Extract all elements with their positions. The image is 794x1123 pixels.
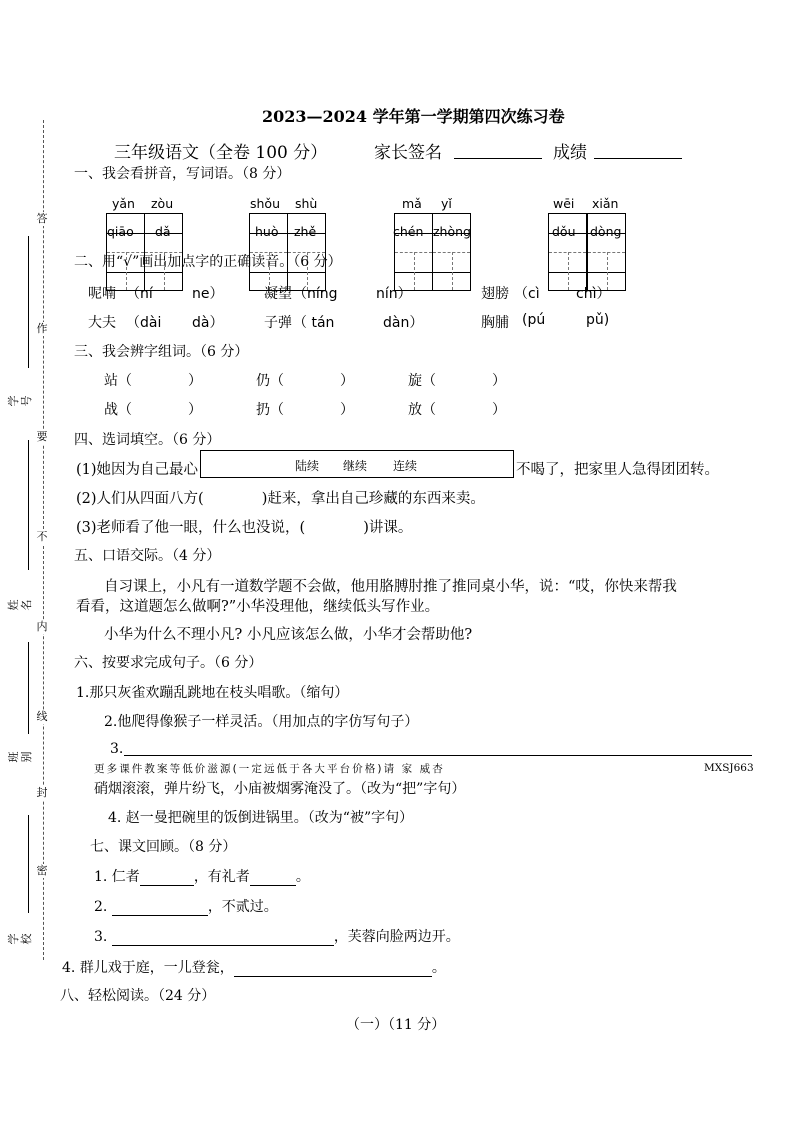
- sentence-task: 4. 赵一曼把碗里的饭倒进锅里。（改为“被”字句）: [108, 810, 414, 826]
- pinyin: zhòng: [433, 224, 471, 239]
- score-field[interactable]: [594, 140, 682, 159]
- answer-blank[interactable]: [234, 960, 432, 977]
- char-item: 仍（ ）: [256, 373, 354, 389]
- seal-char: 内: [34, 620, 50, 634]
- parent-sign-field[interactable]: [454, 140, 542, 159]
- answer-blank[interactable]: [112, 929, 334, 946]
- pinyin: wēi: [553, 196, 575, 211]
- section-5-heading: 五、口语交际。（4 分）: [74, 548, 221, 564]
- name-line[interactable]: [28, 440, 29, 570]
- recall-line-4: 4. 群儿戏于庭，一儿登瓮， 。: [62, 960, 446, 976]
- question-3: (3)老师看了他一眼，什么也没说，( )讲课。: [76, 520, 413, 536]
- section-1-heading: 一、我会看拼音，写词语。（8 分）: [74, 166, 291, 182]
- answer-blank[interactable]: （ ）: [422, 373, 506, 389]
- score-label: 成绩: [553, 143, 587, 163]
- pinyin: mǎ: [402, 196, 422, 211]
- pinyin: yǎn: [112, 196, 135, 211]
- reading-part-title: （一）（11 分）: [346, 1017, 446, 1033]
- task-number: 3.: [110, 741, 124, 757]
- reading-option[interactable]: （dài: [126, 315, 162, 331]
- reading-option[interactable]: （cì: [514, 286, 540, 302]
- seal-char: 要: [34, 430, 50, 444]
- reading-option[interactable]: ne）: [192, 286, 224, 302]
- reading-option[interactable]: dàn）: [383, 315, 424, 331]
- class-line[interactable]: [28, 642, 29, 734]
- seal-char: 答: [34, 212, 50, 226]
- char-item: 放（ ）: [408, 402, 506, 418]
- answer-blank[interactable]: [112, 899, 208, 916]
- reading-option[interactable]: （níng: [293, 286, 338, 302]
- school-line[interactable]: [28, 815, 29, 913]
- section-6-heading: 六、按要求完成句子。（6 分）: [74, 655, 263, 671]
- word: 大夫: [88, 315, 116, 331]
- reading-option[interactable]: dà）: [192, 315, 224, 331]
- reading-option[interactable]: pǔ): [586, 312, 610, 328]
- seal-char: 封: [34, 786, 50, 800]
- answer-blank[interactable]: （ ）: [118, 402, 202, 418]
- section-7-heading: 七、课文回顾。（8 分）: [90, 839, 237, 855]
- char-item: 站（ ）: [104, 373, 202, 389]
- question-2: (2)人们从四面八方( )赶来，拿出自己珍藏的东西来卖。: [76, 491, 485, 507]
- promo-code: MXSJ663: [704, 762, 754, 774]
- answer-blank[interactable]: （ ）: [270, 373, 354, 389]
- question-1-end: 不喝了，把家里人急得团团转。: [516, 462, 719, 478]
- page-title: 2023—2024 学年第一学期第四次练习卷: [262, 107, 565, 126]
- pinyin: zhě: [294, 224, 317, 239]
- recall-line-1: 1. 仁者 ，有礼者 。: [94, 869, 310, 885]
- question-1-start: (1)她因为自己最心: [76, 462, 199, 478]
- pinyin: dǒu: [552, 224, 576, 239]
- dialogue-question: 小华为什么不理小凡? 小凡应该怎么做，小华才会帮助他?: [104, 627, 473, 643]
- parent-sign-label: 家长签名: [374, 143, 442, 163]
- sentence-task: 1.那只灰雀欢蹦乱跳地在枝头唱歌。（缩句）: [76, 685, 349, 701]
- answer-blank[interactable]: [250, 869, 296, 886]
- pinyin: shù: [295, 196, 318, 211]
- pinyin: chén: [393, 224, 424, 239]
- word: 胸脯: [481, 315, 509, 331]
- pinyin: shǒu: [250, 196, 281, 211]
- pinyin: dǎ: [155, 224, 171, 239]
- pinyin: yǐ: [441, 196, 452, 211]
- answer-blank[interactable]: （ ）: [118, 373, 202, 389]
- answer-line[interactable]: [124, 740, 752, 756]
- char-item: 扔（ ）: [256, 402, 354, 418]
- reading-option[interactable]: (pú: [522, 312, 546, 328]
- word: 翅膀: [481, 286, 509, 302]
- pinyin: qiāo: [107, 224, 134, 239]
- sentence-task: 2.他爬得像猴子一样灵活。（用加点的字仿写句子）: [104, 714, 419, 730]
- answer-blank[interactable]: （ ）: [422, 402, 506, 418]
- section-8-heading: 八、轻松阅读。（24 分）: [60, 988, 216, 1004]
- dialogue-text: 看看，这道题怎么做啊?”小华没理他，继续低头写作业。: [76, 599, 440, 615]
- seal-char: 线: [34, 710, 50, 724]
- word: 凝望: [264, 286, 292, 302]
- student-id-line[interactable]: [28, 236, 29, 368]
- school-label: 学校: [7, 933, 33, 945]
- word: 子弹: [264, 315, 292, 331]
- seal-char: 不: [34, 530, 50, 544]
- page-subtitle: 三年级语文（全卷 100 分）: [114, 143, 328, 163]
- recall-line-2: 2. ，不贰过。: [94, 899, 278, 915]
- section-3-heading: 三、我会辨字组词。（6 分）: [74, 344, 249, 360]
- pinyin: zòu: [151, 196, 174, 211]
- section-4-heading: 四、选词填空。（6 分）: [74, 432, 221, 448]
- class-label: 班别: [7, 751, 33, 763]
- dialogue-text: 自习课上，小凡有一道数学题不会做，他用胳膊肘推了推同桌小华，说：“哎，你快来帮我: [104, 579, 677, 595]
- option: 陆续: [295, 459, 320, 473]
- sentence-task: 硝烟滚滚，弹片纷飞，小庙被烟雾淹没了。（改为“把”字句）: [94, 781, 466, 797]
- word-options-box: [200, 450, 514, 478]
- reading-option[interactable]: nín）: [376, 286, 412, 302]
- reading-option[interactable]: （ tán: [293, 315, 335, 331]
- seal-char: 作: [34, 322, 50, 336]
- promo-text: 更多课件教案等低价滋源(一定远低于各大平台价格)请 家 威杏: [94, 763, 445, 775]
- answer-blank[interactable]: （ ）: [270, 402, 354, 418]
- char-item: 战（ ）: [104, 402, 202, 418]
- pinyin: dòng: [590, 224, 622, 239]
- reading-option[interactable]: （ní: [126, 286, 153, 302]
- answer-blank[interactable]: [140, 869, 194, 886]
- char-item: 旋（ ）: [408, 373, 506, 389]
- pinyin: xiǎn: [592, 196, 619, 211]
- option: 继续: [343, 459, 368, 473]
- recall-line-3: 3. ，芙蓉向脸两边开。: [94, 929, 460, 945]
- pinyin: huò: [255, 224, 279, 239]
- reading-option[interactable]: chì）: [576, 286, 611, 302]
- option: 连续: [393, 459, 418, 473]
- name-label: 姓名: [7, 599, 33, 611]
- student-id-label: 学号: [7, 395, 33, 407]
- seal-char: 密: [34, 864, 50, 878]
- word: 呢喃: [88, 286, 116, 302]
- section-2-heading: 二、用“√”画出加点字的正确读音。（6 分）: [74, 254, 342, 270]
